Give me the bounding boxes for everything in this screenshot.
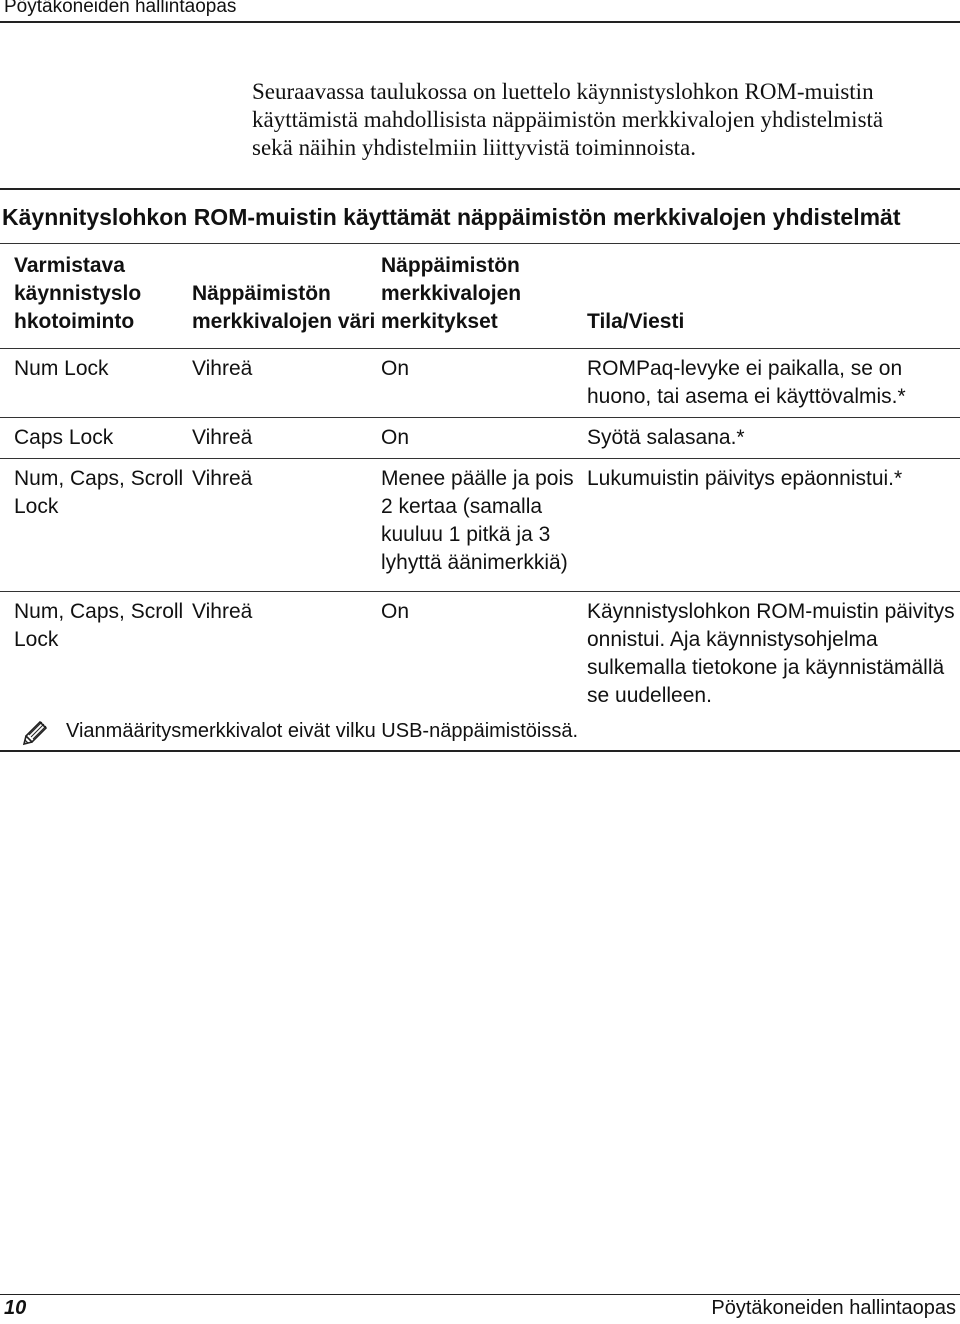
cell-action: Num Lock <box>14 357 109 380</box>
header-title: Pöytäkoneiden hallintaopas <box>4 0 237 17</box>
header-cell-color: Näppäimistön merkkivalojen väri <box>192 282 376 333</box>
cell-color: Vihreä <box>192 357 253 380</box>
footer-title: Pöytäkoneiden hallintaopas <box>711 1297 956 1319</box>
cell-status: ROMPaq-levyke ei paikalla, se on huono, tai asema ei käyttövalmis.* <box>587 357 906 408</box>
cell-status: Syötä salasana.* <box>587 426 745 449</box>
table-header-row <box>0 244 960 349</box>
leds-table <box>0 244 960 716</box>
table-row <box>0 349 960 418</box>
intro-line: Seuraavassa taulukossa on luettelo käynnistyslohkon ROM-muistin <box>252 79 874 104</box>
cell-color: Vihreä <box>192 426 253 449</box>
page-number: 10 <box>4 1297 27 1319</box>
table-block <box>0 188 960 752</box>
table-row <box>0 459 960 592</box>
cell-status: Käynnistyslohkon ROM-muistin päivitys onnistui. Aja käynnistysohjelma sulkemalla tietokone ja käynnistämällä se uudelleen. <box>587 600 955 707</box>
cell-color: Vihreä <box>192 467 253 490</box>
table-row <box>0 592 960 717</box>
table-note <box>0 716 960 750</box>
table-title: Käynnityslohkon ROM-muistin käyttämät näppäimistön merkkivalojen yhdistelmät <box>2 204 901 230</box>
header-cell-status: Tila/Viesti <box>587 310 685 333</box>
cell-meaning: On <box>381 600 410 623</box>
intro-paragraph <box>252 78 952 162</box>
cell-color: Vihreä <box>192 600 253 623</box>
cell-action: Num, Caps, Scroll Lock <box>14 600 184 651</box>
intro-line: käyttämistä mahdollisista näppäimistön merkkivalojen yhdistelmistä <box>252 107 884 132</box>
cell-action: Num, Caps, Scroll Lock <box>14 467 184 518</box>
page-header <box>4 0 956 18</box>
header-rule <box>0 21 960 23</box>
cell-meaning: On <box>381 426 410 449</box>
note-text: Vianmääritysmerkkivalot eivät vilku USB-näppäimistöissä. <box>66 720 579 742</box>
table-row <box>0 418 960 459</box>
table-bottom-rule <box>0 750 960 752</box>
intro-line: sekä näihin yhdistelmiin liittyvistä toiminnoista. <box>252 135 696 160</box>
header-cell-action: Varmistava käynnistyslo hkotoiminto <box>14 254 142 333</box>
footer-rule <box>0 1294 960 1295</box>
pencil-note-icon <box>22 716 52 746</box>
cell-meaning: On <box>381 357 410 380</box>
cell-action: Caps Lock <box>14 426 114 449</box>
header-cell-meaning: Näppäimistön merkkivalojen merkitykset <box>381 254 522 333</box>
cell-meaning: Menee päälle ja pois 2 kertaa (samalla kuuluu 1 pitkä ja 3 lyhyttä äänimerkkiä) <box>381 467 574 574</box>
cell-status: Lukumuistin päivitys epäonnistui.* <box>587 467 903 490</box>
